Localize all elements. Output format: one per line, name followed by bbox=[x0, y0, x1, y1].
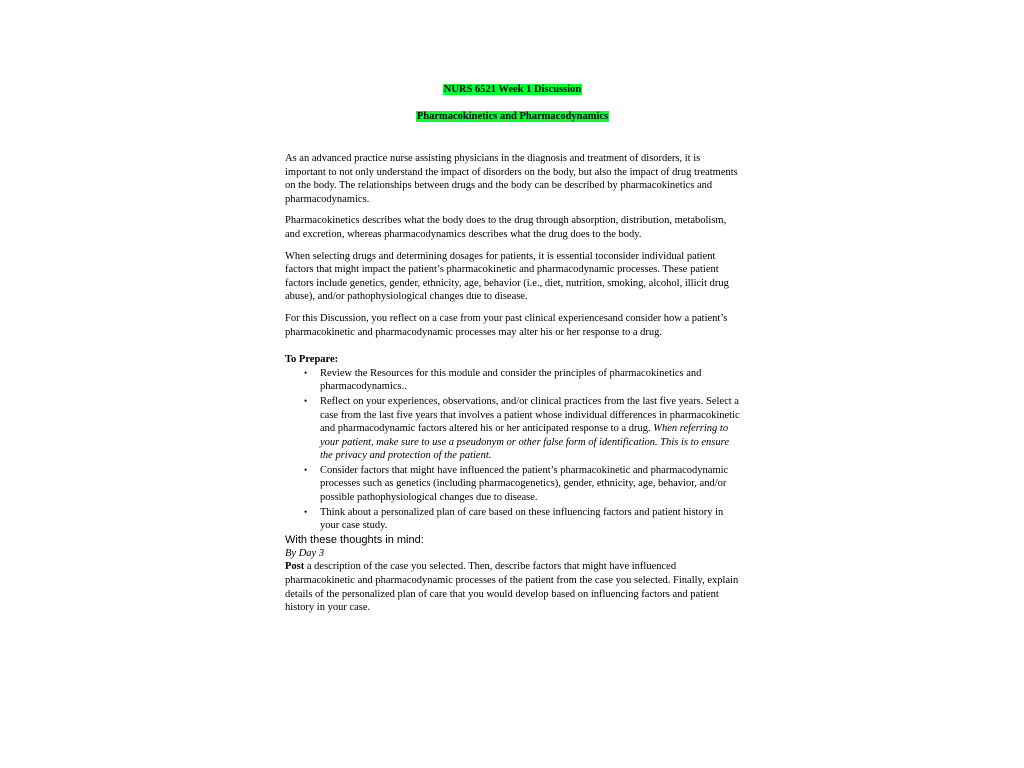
list-item bbox=[304, 464, 740, 505]
list-item bbox=[304, 506, 740, 533]
post-bold-label: Post bbox=[285, 561, 305, 573]
pharmacokinetics-paragraph: Pharmacokinetics describes what the body does to the drug through absorption, distribution, metabolism, and excretion, whereas pharmacodynamics describes what the drug does to the body. bbox=[285, 215, 727, 240]
bullet-icon: • bbox=[304, 367, 308, 378]
list-item-text: Reflect on your experiences, observations, and/or clinical practices from the last five years. Select a case from the last five years that involves a patient whose individual differences in pharmacokinetic and pharmacodynamic factors altered his or her anticipated response to a drug. bbox=[320, 395, 740, 435]
list-item bbox=[304, 395, 740, 463]
to-prepare-heading: To Prepare: bbox=[285, 354, 339, 366]
patient-factors-paragraph: When selecting drugs and determining dosages for patients, it is essential toconsider individual patient factors that might impact the patient’s pharmacokinetic and pharmacodynamic processes. These patient factors include genetics, gender, ethnicity, age, behavior (i.e., diet, nutrition, smoking, alcohol, illicit drug abuse), and/or pathophysiological changes due to disease. bbox=[285, 250, 729, 303]
list-item-text: Review the Resources for this module and consider the principles of pharmacokinetics and pharmacodynamics.. bbox=[320, 367, 702, 393]
list-item-text: Consider factors that might have influenced the patient’s pharmacokinetic and pharmacodynamic processes such as genetics (including pharmacogenetics), gender, ethnicity, age, behavior, and/or possible pathophysiological changes due to disease. bbox=[320, 464, 729, 504]
bullet-icon: • bbox=[304, 464, 308, 475]
document-content bbox=[285, 83, 740, 615]
post-paragraph bbox=[285, 560, 740, 614]
document-title bbox=[285, 83, 740, 97]
thoughts-line: With these thoughts in mind: bbox=[285, 533, 424, 546]
list-item-text: Think about a personalized plan of care based on these influencing factors and patient history in your case study. bbox=[320, 506, 724, 532]
post-text: a description of the case you selected. Then, describe factors that might have influenced pharmacokinetic and pharmacodynamic processes of the patient from the case you selected. Finally, explain details of the personalized plan of care that you would develop based on influencing factors and patient history in your case. bbox=[285, 561, 739, 614]
subtitle-highlight: Pharmacokinetics and Pharmacodynamics bbox=[416, 111, 609, 122]
title-highlight: NURS 6521 Week 1 Discussion bbox=[443, 84, 582, 95]
document-subtitle bbox=[285, 110, 740, 124]
bullet-icon: • bbox=[304, 395, 308, 406]
to-prepare-list bbox=[285, 367, 740, 533]
list-item bbox=[304, 367, 740, 394]
intro-paragraph: As an advanced practice nurse assisting physicians in the diagnosis and treatment of disorders, it is important to not only understand the impact of disorders on the body, but also the impact of drug treatments on the body. The relationships between drugs and the body can be described by pharmacokinetics and pharmacodynamics. bbox=[285, 153, 738, 205]
discussion-paragraph: For this Discussion, you reflect on a case from your past clinical experiencesand consider how a patient’s pharmacokinetic and pharmacodynamic processes may alter his or her response to a drug. bbox=[285, 312, 728, 338]
by-day-label: By Day 3 bbox=[285, 547, 325, 559]
bullet-icon: • bbox=[304, 506, 308, 517]
list-item-italic-note: When referring to your patient, make sure to use a pseudonym or other false form of identification. This is to ensure the privacy and protection of the patient. bbox=[320, 423, 729, 462]
